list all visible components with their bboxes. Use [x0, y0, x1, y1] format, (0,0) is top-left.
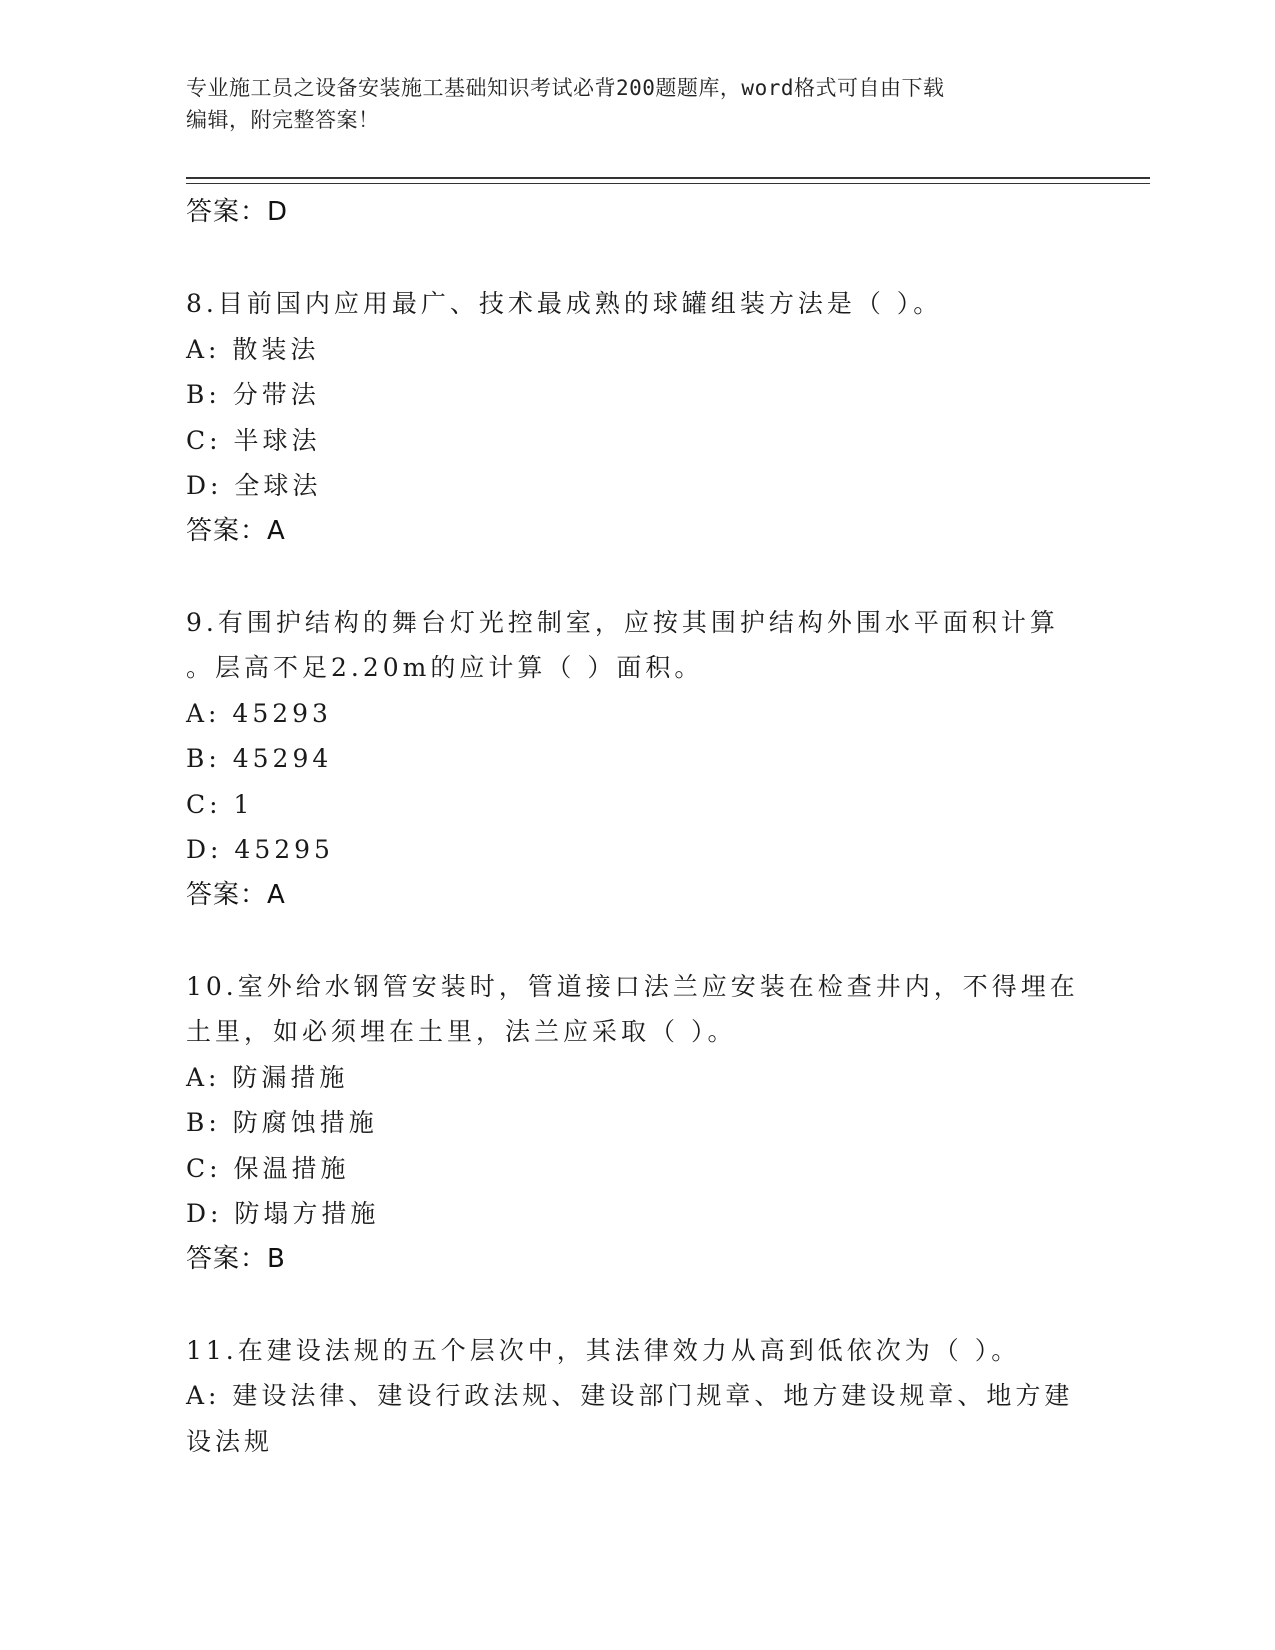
question-item	[186, 600, 1086, 919]
previous-answer: 答案：D	[186, 197, 289, 227]
option-a: A: 散装法	[186, 334, 320, 364]
option-a: A: 45293	[186, 698, 332, 728]
question-stem-line: 9.有围护结构的舞台灯光控制室，应按其围护结构外围水平面积计算	[186, 607, 1059, 637]
spacer	[186, 236, 1086, 282]
question-stem-line: 8.目前国内应用最广、技术最成熟的球罐组装方法是（ ）。	[186, 289, 943, 318]
question-item	[186, 1328, 1086, 1465]
header-line-1: 专业施工员之设备安装施工基础知识考试必背200题题库，word格式可自由下载	[186, 76, 945, 100]
question-list	[186, 190, 1086, 1464]
option-a: A: 建设法律、建设行政法规、建设部门规章、地方建设规章、地方建	[186, 1381, 1074, 1410]
question-answer: 答案：A	[186, 879, 286, 910]
question-stem-line: 11.在建设法规的五个层次中，其法律效力从高到低依次为（ ）。	[186, 1335, 1021, 1365]
option-a-continued: 设法规	[186, 1426, 274, 1456]
spacer	[186, 918, 1086, 964]
question-stem	[186, 964, 1079, 1055]
question-answer: 答案：B	[186, 1243, 286, 1274]
option-c: C: 1	[186, 789, 254, 819]
option-c: C: 保温措施	[186, 1153, 350, 1183]
question-item	[186, 964, 1086, 1283]
question-stem	[186, 600, 1066, 691]
option-d: D: 45295	[186, 835, 334, 864]
option-b: B: 分带法	[186, 380, 320, 409]
option-a: A: 防漏措施	[186, 1062, 349, 1092]
header-rule-thin	[186, 183, 1150, 184]
header-rule-thick	[186, 177, 1150, 179]
option-b: B: 45294	[186, 744, 333, 773]
question-item	[186, 281, 1086, 554]
question-answer: 答案：A	[186, 515, 286, 546]
question-stem	[186, 281, 1066, 327]
spacer	[186, 554, 1086, 600]
option-b: B: 防腐蚀措施	[186, 1108, 378, 1137]
question-stem-line: 10.室外给水钢管安装时，管道接口法兰应安装在检查井内，不得埋在	[186, 971, 1079, 1001]
header-line-2: 编辑，附完整答案！	[186, 108, 380, 132]
option-d: D: 全球法	[186, 471, 322, 500]
document-header	[186, 72, 1066, 136]
spacer	[186, 1282, 1086, 1328]
question-stem-line: 土里，如必须埋在土里，法兰应采取（ ）。	[186, 1017, 737, 1046]
question-stem	[186, 1328, 1066, 1374]
option-d: D: 防塌方措施	[186, 1199, 380, 1228]
option-c: C: 半球法	[186, 425, 321, 455]
question-stem-line: 。层高不足2.20m的应计算（ ）面积。	[186, 653, 704, 682]
